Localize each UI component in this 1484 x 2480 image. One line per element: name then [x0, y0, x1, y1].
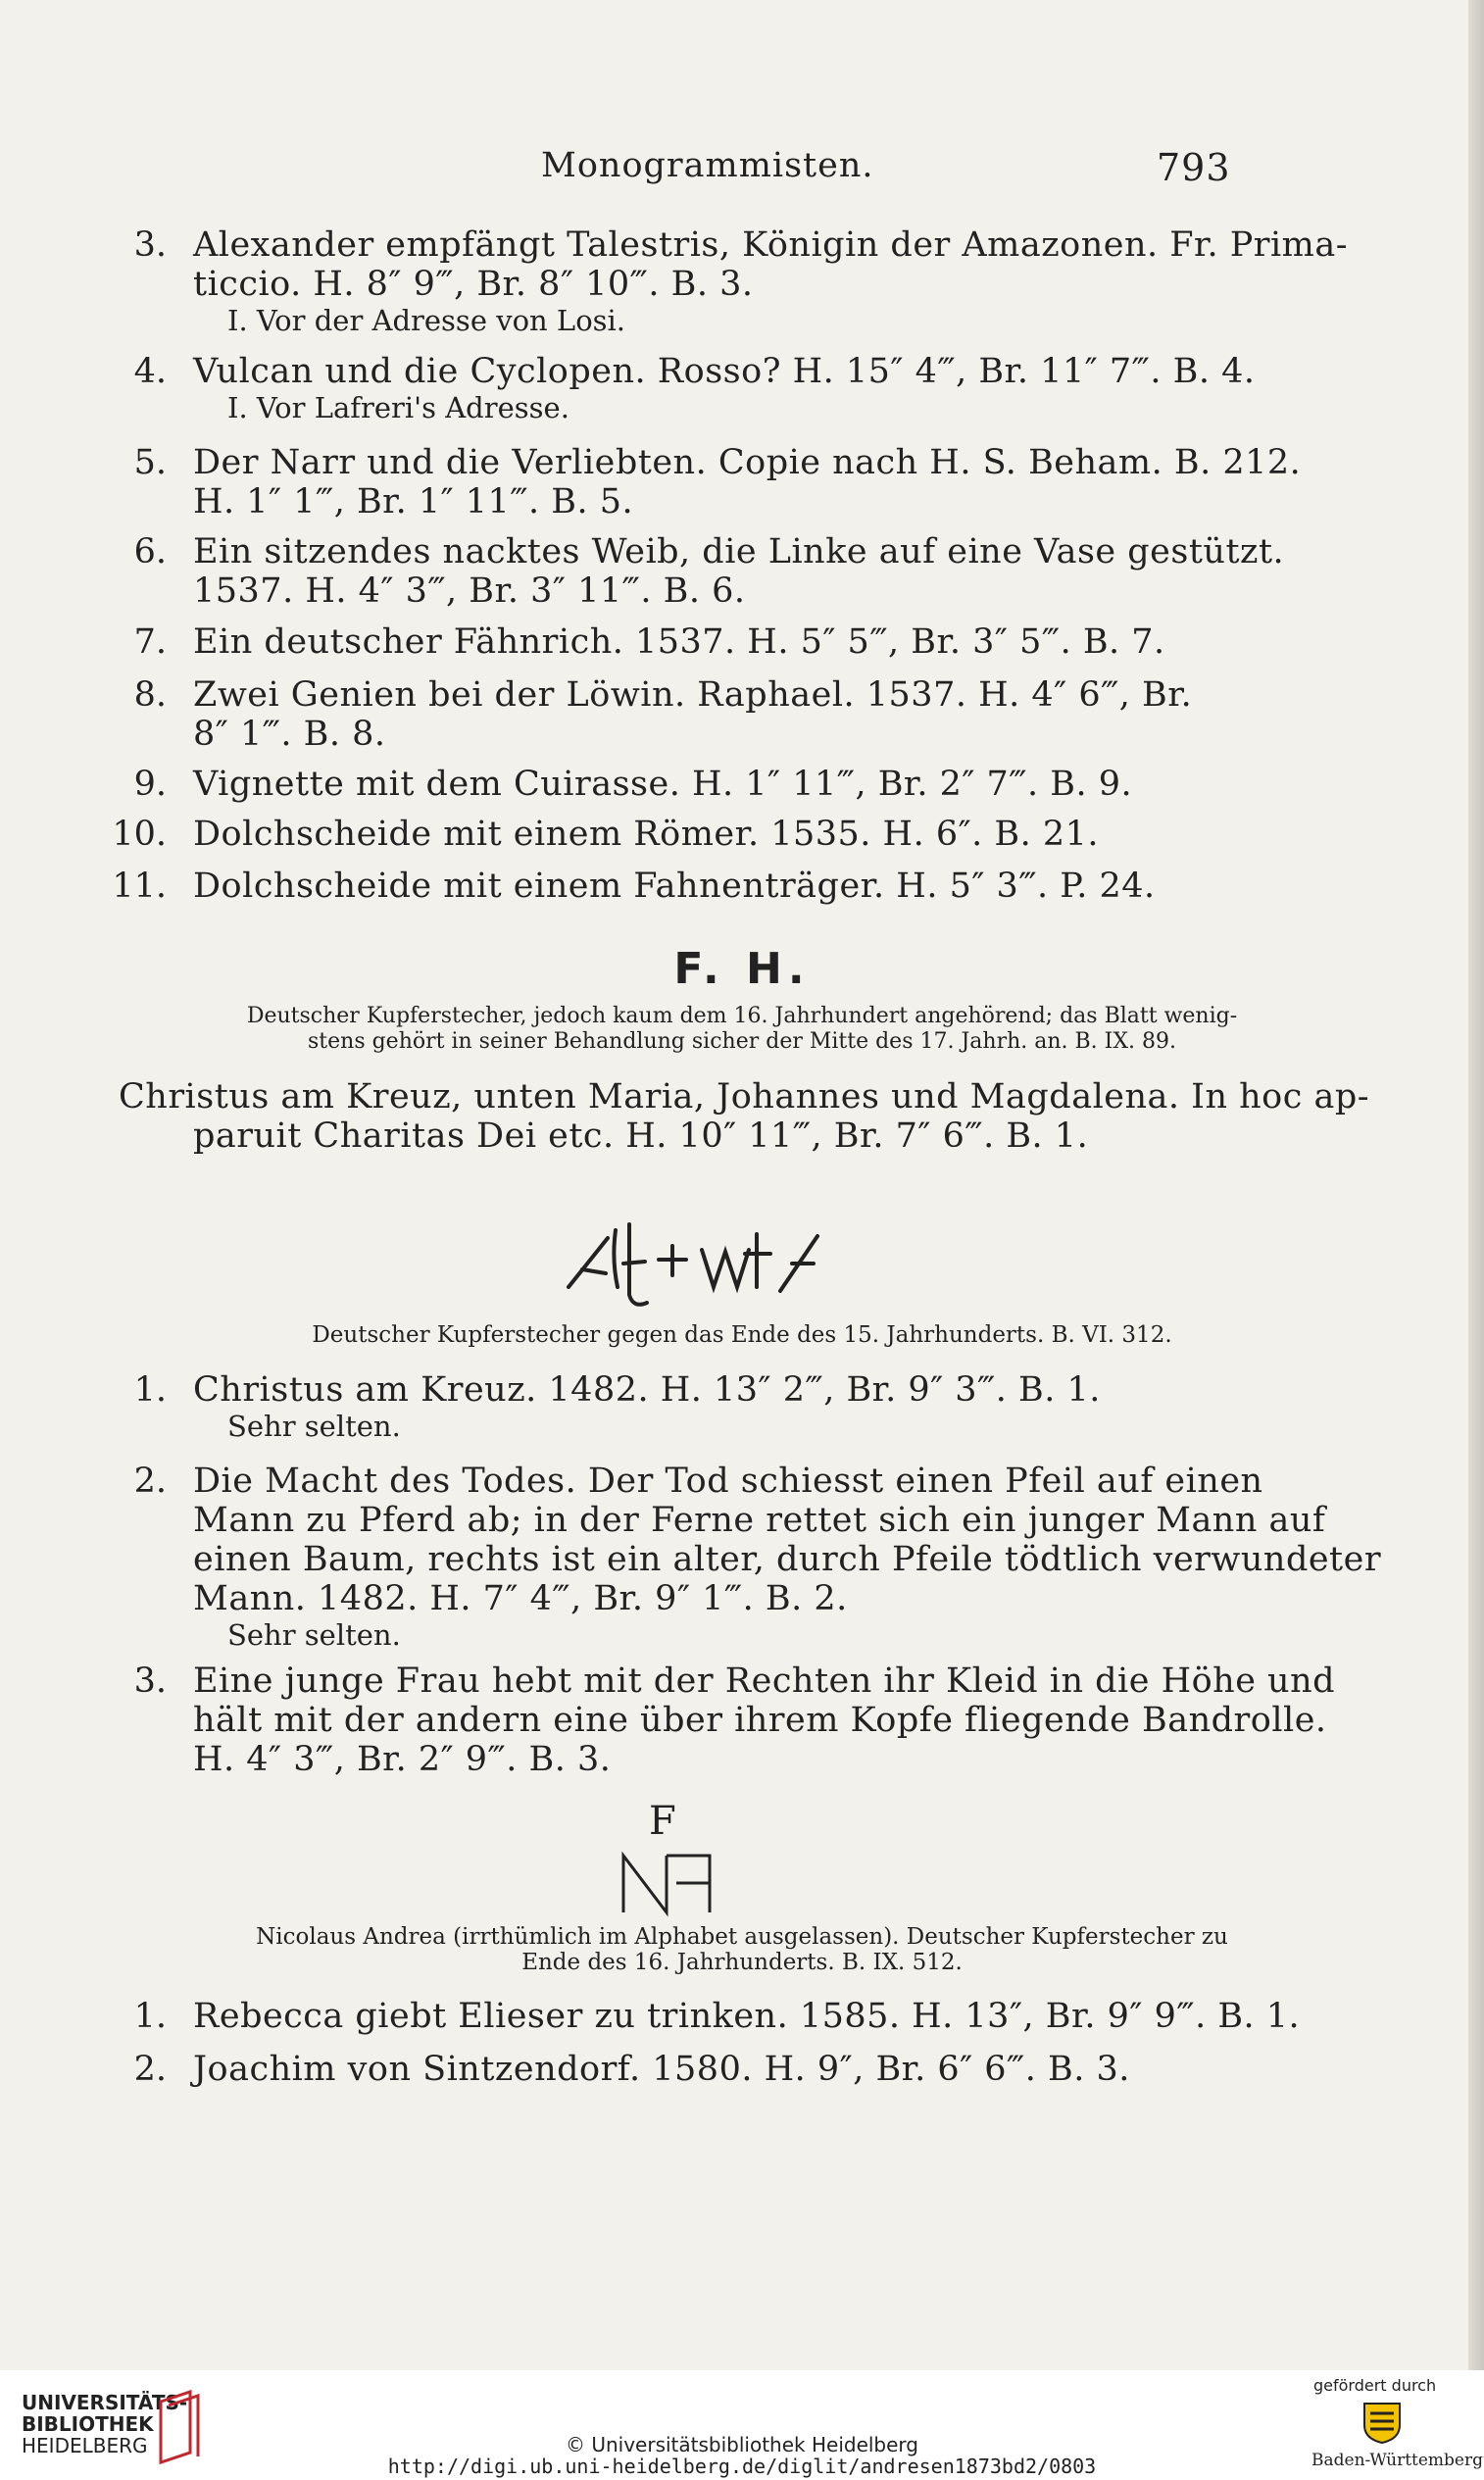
monogram-glyph-alt-wtf	[549, 1201, 941, 1318]
page-edge-shadow	[1468, 0, 1484, 2370]
copyright-text: © Universitätsbibliothek Heidelberg	[565, 2433, 918, 2456]
monogram-f-letter: F	[649, 1799, 676, 1844]
list-item-continuation: H. 4″ 3‴, Br. 2″ 9‴. B. 3.	[193, 1740, 612, 1779]
entry-paragraph: Christus am Kreuz, unten Maria, Johannes und Magdalena. In hoc ap-	[119, 1077, 1370, 1116]
funder-name: Baden-Württemberg	[1311, 2451, 1483, 2470]
rarity-note: Sehr selten.	[227, 1410, 401, 1443]
list-item-continuation: Mann zu Pferd ab; in der Ferne rettet sich ein junger Mann auf	[193, 1501, 1326, 1540]
list-item-continuation: 1537. H. 4″ 3‴, Br. 3″ 11‴. B. 6.	[193, 571, 746, 611]
entry-paragraph-continuation: paruit Charitas Dei etc. H. 10″ 11‴, Br. 7″ 6‴. B. 1.	[193, 1116, 1089, 1156]
state-coat-of-arms-icon	[1360, 2400, 1404, 2445]
scanned-page: Monogrammisten. 793 3. Alexander empfängt Talestris, Königin der Amazonen. Fr. Prima- ticcio. H. 8″ 9‴, Br. 8″ 10‴. B. 3. I. Vor der Adresse von Losi. 4. Vulcan und die Cyclopen. Rosso? H. 15″ 4‴, Br. 11″ 7‴. B. 4. I. Vor Lafreri's Adresse. 5. Der Narr und die Verliebten. Copie nach H. S. Beham. B. 212. H. 1″ 1‴, Br. 1″ 11‴. B. 5. 6. Ein sitzendes nacktes Weib, die Linke auf eine Vase gestützt. 1537. H. 4″ 3‴, Br. 3″ 11‴. B. 6. 7. Ein deutscher Fähnrich. 1537. H. 5″ 5‴, Br. 3″ 5‴. B. 7. 8. Zwei Genien bei der Löwin. Raphael. 1537. H. 4″ 6‴, Br. 8″ 1‴. B. 8. 9. Vignette mit dem Cuirasse. H. 1″ 11‴, Br. 2″ 7‴. B. 9. 10. Dolchscheide mit einem Römer. 1535. H. 6″. B. 21. 11. Dolchscheide mit einem Fahnenträger. H. 5″ 3‴. P. 24. F. H. Deutscher Kupferstecher, jedoch kaum dem 16. Jahrhundert angehörend; das Blatt wenig- stens gehört in seiner Behandlung sicher der Mitte des 17. Jahrh. an. B. IX. 89. Christus am Kreuz, unten Maria, Johannes und Magdalena. In hoc ap- paruit Charitas Dei etc. H. 10″ 11‴, Br. 7″ 6‴. B. 1. Deutscher Kupferstecher gegen das Ende des 15. Jahrhunderts. B. VI. 312. 1. Christus am Kreuz. 1482. H. 13″ 2‴, Br. 9″ 3‴. B. 1. Sehr selten. 2. Die Macht des Todes. Der Tod schiesst einen Pfeil auf einen Mann zu Pferd ab; in der Ferne rettet sich ein junger Mann auf einen Baum, rechts ist ein alter, durch Pfeile tödtlich verwundeter Mann. 1482. H. 7″ 4‴, Br. 9″ 1‴. B. 2. Sehr selten. 3. Eine junge Frau hebt mit der Rechten ihr Kleid in die Höhe und hält mit der andern eine über ihrem Kopfe fliegende Bandrolle. H. 4″ 3‴, Br. 2″ 9‴. B. 3. F Nicolaus Andrea (irrthümlich im Alphabet ausgelassen). Deutscher Kupferstecher zu Ende des 16. Jahrhunderts. B. IX. 512. 1. Rebecca giebt Elieser zu trinken. 1585. H. 13″, Br. 9″ 9‴. B. 1. 2. Joachim von Sintzendorf. 1580. H. 9″, Br. 6″ 6‴. B. 3.	[0, 0, 1484, 2370]
permalink-url[interactable]: http://digi.ub.uni-heidelberg.de/diglit/andresen1873bd2/0803	[387, 2455, 1097, 2478]
artist-note: stens gehört in seiner Behandlung sicher der Mitte des 17. Jahrh. an. B. IX. 89.	[308, 1029, 1176, 1054]
artist-note: Deutscher Kupferstecher gegen das Ende des 15. Jahrhunderts. B. VI. 312.	[312, 1322, 1172, 1348]
list-item-continuation: 8″ 1‴. B. 8.	[193, 715, 386, 754]
monogram-na-ligature	[618, 1848, 735, 1916]
artist-note: Nicolaus Andrea (irrthümlich im Alphabet ausgelassen). Deutscher Kupferstecher zu	[256, 1924, 1228, 1950]
list-item-continuation: H. 1″ 1‴, Br. 1″ 11‴. B. 5.	[193, 482, 634, 521]
list-item-continuation: einen Baum, rechts ist ein alter, durch Pfeile tödtlich verwundeter	[193, 1540, 1382, 1579]
monogram-f-na	[618, 1799, 735, 1916]
page-header	[0, 146, 1484, 195]
state-note: I. Vor der Adresse von Losi.	[227, 304, 626, 337]
rarity-note: Sehr selten.	[227, 1618, 401, 1652]
library-name: UNIVERSITÄTS- BIBLIOTHEK HEIDELBERG	[22, 2391, 188, 2457]
footer-bar	[0, 2370, 1484, 2480]
monogram-heading-fh: F. H.	[673, 944, 811, 994]
page-number: 793	[1157, 146, 1231, 189]
monogram-drawing	[549, 1201, 941, 1318]
running-title: Monogrammisten.	[541, 146, 874, 185]
list-item-continuation: Mann. 1482. H. 7″ 4‴, Br. 9″ 1‴. B. 2.	[193, 1579, 848, 1618]
funded-by-label: gefördert durch	[1313, 2376, 1437, 2395]
list-item-continuation: ticcio. H. 8″ 9‴, Br. 8″ 10‴. B. 3.	[193, 265, 754, 304]
state-note: I. Vor Lafreri's Adresse.	[227, 391, 569, 424]
artist-note: Ende des 16. Jahrhunderts. B. IX. 512.	[521, 1950, 963, 1975]
artist-note: Deutscher Kupferstecher, jedoch kaum dem 16. Jahrhundert angehörend; das Blatt wenig-	[246, 1004, 1238, 1028]
list-item-continuation: hält mit der andern eine über ihrem Kopfe fliegende Bandrolle.	[193, 1701, 1327, 1740]
